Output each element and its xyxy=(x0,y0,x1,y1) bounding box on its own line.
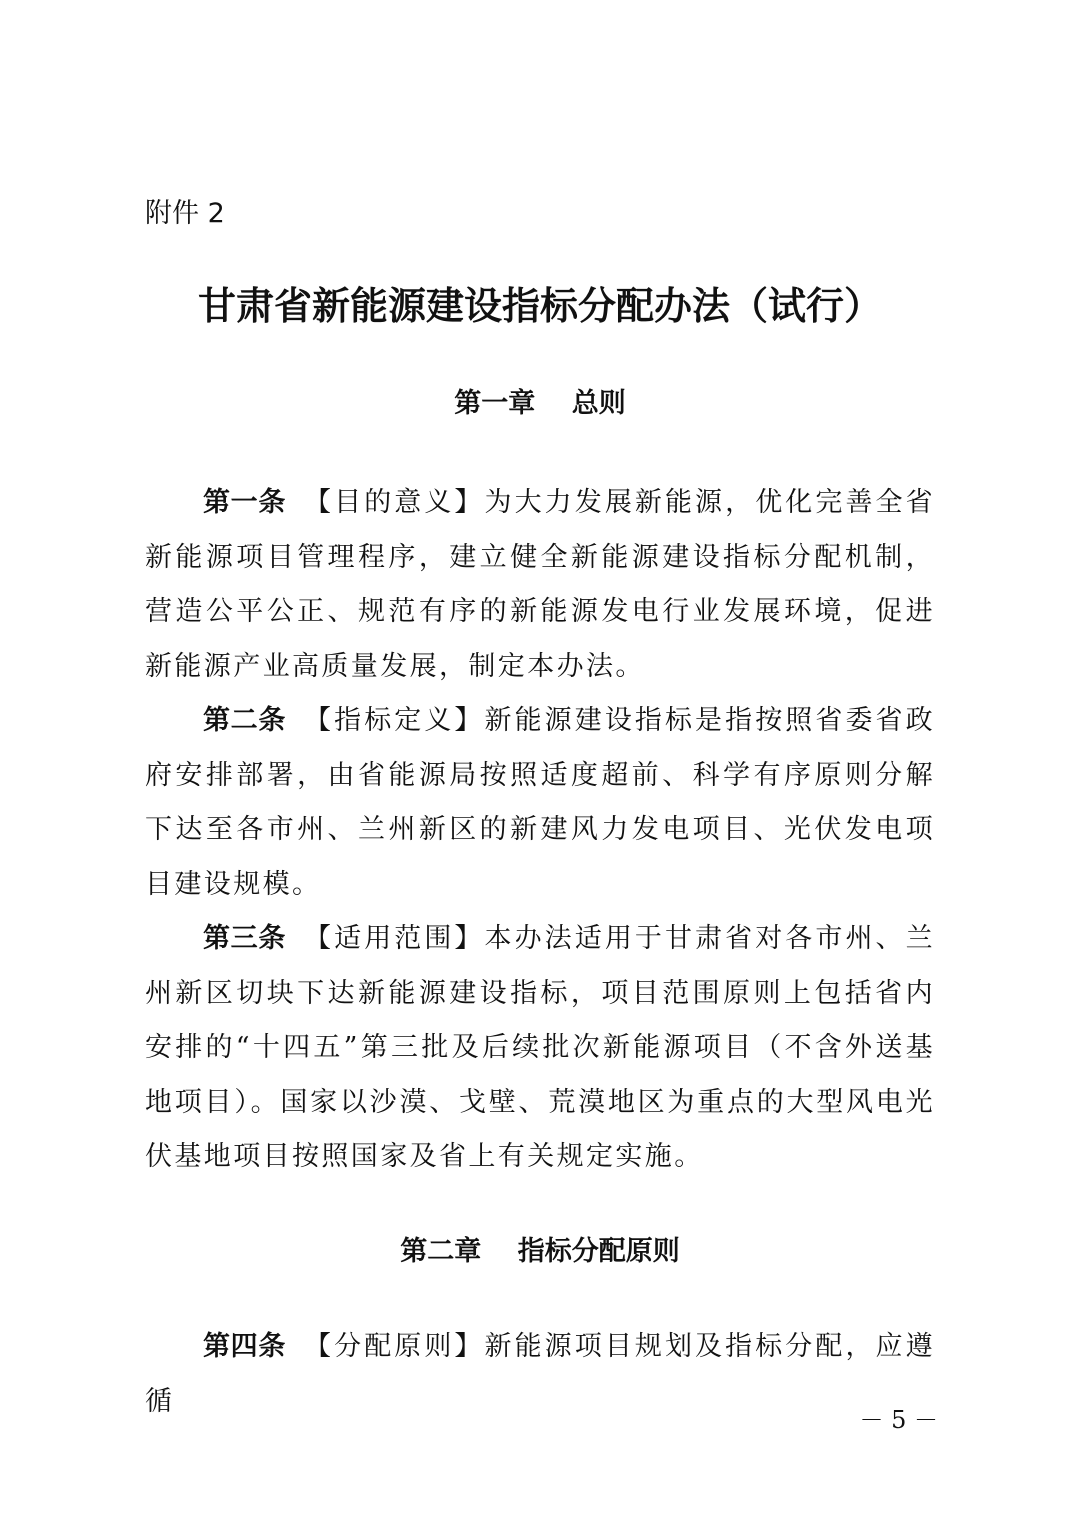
article-1 xyxy=(145,476,935,694)
article-3-topic: 【适用范围】 xyxy=(304,923,485,954)
article-2-text: 新能源建设指标是指按照省委省政府安排部署，由省能源局按照适度超前、科学有序原则分解下达至各市州、兰州新区的新建风力发电项目、光伏发电项目建设规模。 xyxy=(145,705,936,900)
article-2-topic: 【指标定义】 xyxy=(304,705,485,736)
page-number: － 5 － xyxy=(859,1406,938,1434)
article-2-label: 第二条 xyxy=(203,705,287,736)
article-1-text: 为大力发展新能源，优化完善全省新能源项目管理程序，建立健全新能源建设指标分配机制，营造公平公正、规范有序的新能源发电行业发展环境，促进新能源产业高质量发展，制定本办法。 xyxy=(145,487,936,682)
article-1-label: 第一条 xyxy=(203,487,287,518)
article-4 xyxy=(145,1320,935,1429)
article-3-label: 第三条 xyxy=(203,923,287,954)
article-4-label: 第四条 xyxy=(203,1331,287,1362)
chapter-heading-1: 第一章 总则 xyxy=(454,388,626,419)
document-title: 甘肃省新能源建设指标分配办法（试行） xyxy=(197,283,882,328)
article-4-text: 新能源项目规划及指标分配，应遵循 xyxy=(145,1331,936,1417)
article-4-topic: 【分配原则】 xyxy=(304,1331,485,1362)
article-1-topic: 【目的意义】 xyxy=(304,487,485,518)
article-2 xyxy=(145,694,935,912)
article-3 xyxy=(145,912,935,1185)
chapter-heading-2: 第二章 指标分配原则 xyxy=(400,1236,680,1267)
article-3-text: 本办法适用于甘肃省对各市州、兰州新区切块下达新能源建设指标，项目范围原则上包括省内安排的“十四五”第三批及后续批次新能源项目（不含外送基地项目）。国家以沙漠、戈壁、荒漠地区为重点的大型风电光伏基地项目按照国家及省上有关规定实施。 xyxy=(145,923,936,1172)
attachment-label: 附件 2 xyxy=(145,198,225,229)
